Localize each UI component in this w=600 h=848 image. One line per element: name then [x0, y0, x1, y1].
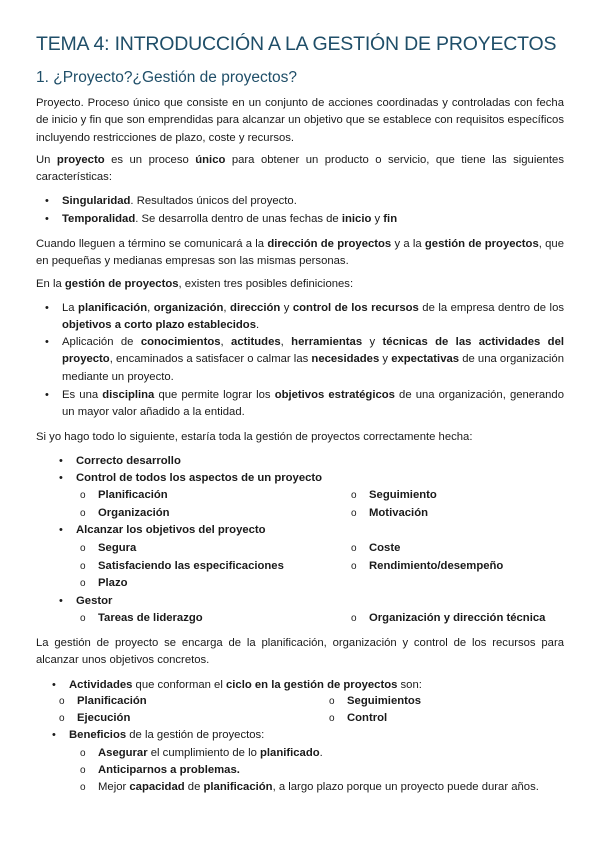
list-item-alcanzar-objetivos: Alcanzar los objetivos del proyecto: [76, 524, 266, 536]
circle-bullet-glyph: o: [59, 696, 65, 707]
circle-bullet-glyph: o: [59, 713, 65, 724]
sub-item-anticiparnos: Anticiparnos a problemas.: [98, 764, 240, 776]
circle-bullet-glyph: o: [329, 713, 335, 724]
bullet-glyph: •: [45, 213, 49, 225]
sub-item-organizacion: Organización: [98, 507, 170, 519]
paragraph-proyecto-characteristics: Un proyecto es un proceso único para obtener un producto o servicio, que tiene las siguientes características:: [36, 154, 564, 184]
sub-item-planificacion: Planificación: [98, 489, 168, 501]
circle-bullet-glyph: o: [80, 561, 86, 572]
bullet-glyph: •: [45, 195, 49, 207]
bullet-glyph: •: [45, 336, 49, 348]
paragraph-proyecto-definition: Proyecto. Proceso único que consiste en un conjunto de acciones coordinadas y controladas con fecha de inicio y fin que son emprendidas para alcanzar un objetivo que se establece con requisitos específicos incluyendo restricciones de plazo, coste y recursos.: [36, 97, 564, 144]
circle-bullet-glyph: o: [80, 543, 86, 554]
sub-item-especificaciones: Satisfaciendo las especificaciones: [98, 560, 284, 572]
bullet-glyph: •: [45, 302, 49, 314]
sub-item-plazo: Plazo: [98, 577, 128, 589]
list-item-beneficios: Beneficios de la gestión de proyectos:: [69, 729, 265, 741]
sub-item-segura: Segura: [98, 542, 137, 554]
circle-bullet-glyph: o: [80, 578, 86, 589]
sub-item-mejor-capacidad: Mejor capacidad de planificación, a largo plazo porque un proyecto puede durar años.: [98, 781, 539, 793]
circle-bullet-glyph: o: [80, 782, 86, 793]
sub-item-rendimiento: Rendimiento/desempeño: [369, 560, 504, 572]
sub-item-liderazgo: Tareas de liderazgo: [98, 612, 203, 624]
bullet-glyph: •: [45, 389, 49, 401]
circle-bullet-glyph: o: [80, 613, 86, 624]
sub-item-seguimiento: Seguimiento: [369, 489, 437, 501]
circle-bullet-glyph: o: [351, 613, 357, 624]
circle-bullet-glyph: o: [80, 508, 86, 519]
sub-item-act-ejecucion: Ejecución: [77, 712, 131, 724]
list-item-correcto-desarrollo: Correcto desarrollo: [76, 455, 181, 467]
circle-bullet-glyph: o: [351, 508, 357, 519]
paragraph-definiciones-intro: En la gestión de proyectos, existen tres posibles definiciones:: [36, 278, 354, 290]
list-item-actividades: Actividades que conforman el ciclo en la gestión de proyectos son:: [69, 679, 422, 691]
list-item-definition-1: La planificación, organización, dirección y control de los recursos de la empresa dentro de los objetivos a corto plazo establecidos.: [62, 302, 564, 332]
sub-item-asegurar: Asegurar el cumplimiento de lo planificado.: [98, 747, 323, 759]
bullet-glyph: •: [59, 455, 63, 467]
sub-item-act-seguimientos: Seguimientos: [347, 695, 422, 707]
circle-bullet-glyph: o: [351, 490, 357, 501]
list-item-temporalidad: Temporalidad. Se desarrolla dentro de unas fechas de inicio y fin: [62, 213, 398, 225]
circle-bullet-glyph: o: [329, 696, 335, 707]
paragraph-gestion-correcta: Si yo hago todo lo siguiente, estaría toda la gestión de proyectos correctamente hecha:: [36, 431, 473, 443]
list-item-control-aspectos: Control de todos los aspectos de un proyecto: [76, 472, 323, 484]
circle-bullet-glyph: o: [351, 561, 357, 572]
circle-bullet-glyph: o: [80, 765, 86, 776]
list-item-singularidad: Singularidad. Resultados únicos del proyecto.: [62, 195, 297, 207]
circle-bullet-glyph: o: [80, 490, 86, 501]
bullet-glyph: •: [59, 524, 63, 536]
sub-item-motivacion: Motivación: [369, 507, 428, 519]
circle-bullet-glyph: o: [351, 543, 357, 554]
sub-item-act-control: Control: [347, 712, 388, 724]
list-item-definition-2: Aplicación de conocimientos, actitudes, herramientas y técnicas de las actividades del proyecto, encaminados a satisfacer o calmar las necesidades y expectativas de una organización mediante un proyecto.: [62, 336, 564, 383]
list-item-definition-3: Es una disciplina que permite lograr los objetivos estratégicos de una organización, generando un mayor valor añadido a la entidad.: [62, 389, 564, 419]
list-item-gestor: Gestor: [76, 595, 113, 607]
bullet-glyph: •: [52, 729, 56, 741]
bullet-glyph: •: [59, 472, 63, 484]
paragraph-gestion-encarga: La gestión de proyecto se encarga de la planificación, organización y control de los recursos para alcanzar unos objetivos concretos.: [36, 637, 564, 667]
sub-item-direccion-tecnica: Organización y dirección técnica: [369, 612, 546, 624]
page-title: TEMA 4: INTRODUCCIÓN A LA GESTIÓN DE PROYECTOS: [36, 33, 557, 55]
circle-bullet-glyph: o: [80, 748, 86, 759]
paragraph-direccion: Cuando lleguen a término se comunicará a la dirección de proyectos y a la gestión de proyectos, que en pequeñas y medianas empresas son las mismas personas.: [36, 238, 564, 268]
bullet-glyph: •: [52, 679, 56, 691]
sub-item-coste: Coste: [369, 542, 401, 554]
sub-item-act-planificacion: Planificación: [77, 695, 147, 707]
bullet-glyph: •: [59, 595, 63, 607]
section-heading: 1. ¿Proyecto?¿Gestión de proyectos?: [36, 69, 298, 86]
